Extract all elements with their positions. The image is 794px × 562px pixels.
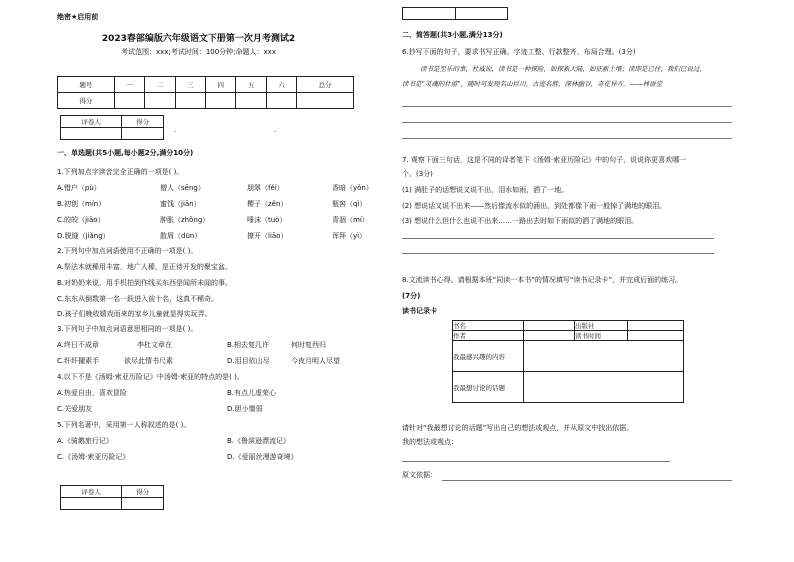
q6-text-line: 读书是至乐的事，杜威说，读书是一种探险，如探新大陆，如征新土壤；读即是已往，我们已说过， — [420, 65, 706, 73]
grader-box — [60, 115, 164, 140]
q8-stem-cont: (7分) — [402, 292, 421, 300]
score-header-cell: 二 — [145, 77, 175, 93]
answer-line[interactable] — [442, 480, 732, 481]
q3-option[interactable]: A.终日不成章 — [57, 341, 99, 349]
q1-option[interactable]: C.皎皎（jiǎo） — [57, 216, 105, 224]
exam-info: 考试范围：xxx;考试时间：100分钟;命题人：xxx — [121, 48, 276, 56]
dot-mark: . — [174, 126, 177, 134]
grader-cell[interactable] — [61, 128, 122, 140]
answer-line[interactable] — [402, 138, 732, 139]
q1-option: 僧人（sēng） — [160, 184, 205, 192]
q7-stem: 7. 观察下面三句话，这是不同的译者笔下《汤姆·索亚历险记》中的句子，说说你更喜欢哪一 — [402, 156, 687, 164]
q2-option[interactable]: B.对奶奶来说，用手机拍到作线买东西是闻所未闻的事。 — [57, 279, 233, 287]
score-cell[interactable] — [175, 93, 205, 109]
answer-line[interactable] — [402, 122, 732, 123]
card-label-publisher: 出版社 — [575, 321, 628, 331]
reading-card-title: 读书记录卡 — [402, 307, 437, 315]
q3-option: 今夜月明人尽望 — [291, 357, 340, 365]
grader-score-label: 得分 — [122, 116, 164, 128]
card-input-discuss[interactable] — [524, 372, 684, 403]
answer-line[interactable] — [402, 253, 714, 254]
q3-option: 李杜文章在 — [137, 341, 172, 349]
top-grader-box — [402, 7, 508, 20]
answer-line[interactable] — [402, 106, 732, 107]
grader-cell[interactable] — [403, 8, 456, 20]
q7-item: (3) 想说什么但什么也说不出来……一路出去时如下雨似的洒了满地的眼泪。 — [402, 217, 639, 225]
q1-stem: 1.下列加点字读音完全正确的一项是( )。 — [57, 168, 184, 176]
q4-option[interactable]: D.胆小懦弱 — [227, 405, 263, 413]
score-header-cell: 一 — [114, 77, 144, 93]
q1-option: 樱子（zěn） — [247, 200, 288, 208]
q1-option: 撩开（liāo） — [247, 232, 288, 240]
q5-option[interactable]: A.《骑鹅旅行记》 — [57, 437, 113, 445]
section1-title: 一、单选题(共5小题,每小题2分,满分10分) — [57, 149, 194, 157]
grader-cell[interactable] — [122, 498, 164, 510]
score-row-label: 得分 — [58, 93, 115, 109]
score-cell[interactable] — [205, 93, 235, 109]
q1-option: 散屑（dūn） — [160, 232, 202, 240]
score-header-cell: 四 — [205, 77, 235, 93]
q4-option[interactable]: C.关爱朋友 — [57, 405, 93, 413]
score-cell[interactable] — [297, 93, 354, 109]
q5-option[interactable]: D.《爱丽丝漫游奇境》 — [227, 453, 298, 461]
confidential-label: 绝密★启用前 — [57, 13, 99, 21]
card-label-time: 读书时间 — [575, 331, 628, 341]
score-header-cell: 三 — [175, 77, 205, 93]
card-label-author: 作者 — [453, 331, 524, 341]
q1-option[interactable]: B.初创（mín） — [57, 200, 106, 208]
card-input-time[interactable] — [628, 331, 684, 341]
q7-stem-cont: 个。(3分) — [402, 170, 433, 178]
q5-stem: 5.下列名著中，采用第一人称叙述的是( )。 — [57, 421, 191, 429]
score-header-cell: 五 — [236, 77, 266, 93]
score-table — [57, 76, 354, 109]
grader-reviewer-label: 评卷人 — [61, 486, 122, 498]
card-label-interest: 我最感兴趣的内容 — [453, 341, 524, 372]
grader-cell[interactable] — [61, 498, 122, 510]
q4-stem: 4.以下不是《汤姆·索亚历险记》中汤姆·索亚的特点的是( )。 — [57, 373, 244, 381]
card-input-interest[interactable] — [524, 341, 684, 372]
answer-line[interactable] — [402, 238, 714, 239]
score-header-cell: 总分 — [297, 77, 354, 93]
q7-item: (1) 满肚子的话想说又说不出，泪水如雨，洒了一地。 — [402, 186, 569, 194]
q6-text-line: 读书是“灵魂的壮游”，随时可发现名山巨川，古迹名胜，深林幽谷，奇花异卉。——林语堂 — [402, 80, 663, 88]
q4-option[interactable]: A.热爱自由，喜欢冒险 — [57, 389, 127, 397]
card-input-publisher[interactable] — [628, 321, 684, 331]
q1-option: 朋翠（fěi） — [247, 184, 284, 192]
q2-option[interactable]: A.祭法木就稀用丰富，地广人稀，是正待开发的聚宝盆。 — [57, 263, 232, 271]
q3-option[interactable]: D.泪目依山尽 — [227, 357, 270, 365]
q8-instruction: 请针对“我最想讨论的话题”写出自己的想法或观点，并从原文中找出依据。 — [402, 424, 634, 432]
grader-score-label: 得分 — [122, 486, 164, 498]
q4-option[interactable]: B.有点儿虚荣心 — [227, 389, 277, 397]
answer-line[interactable] — [402, 461, 670, 462]
q3-option: 何时复西归 — [291, 341, 326, 349]
q7-item: (2) 想说话又说不出来——然后像流水似的涌出，到处都像下雨一般掉了满地的眼泪。 — [402, 202, 667, 210]
grader-cell[interactable] — [455, 8, 508, 20]
q2-option[interactable]: C.东东从倒数第一名一跃进入前十名，这真不稀奇。 — [57, 295, 219, 303]
q1-option[interactable]: A.错户（pù） — [57, 184, 101, 192]
q3-stem: 3.下列句子中加点词语意思相同的一项是( )。 — [57, 325, 198, 333]
grader-reviewer-label: 评卷人 — [61, 116, 122, 128]
reading-card — [452, 320, 684, 403]
q1-option: 香暗（yǒn） — [332, 184, 373, 192]
score-header-cell: 题号 — [58, 77, 115, 93]
score-cell[interactable] — [236, 93, 266, 109]
score-cell[interactable] — [145, 93, 175, 109]
q1-option: 蜜饯（jiān） — [160, 200, 201, 208]
q2-stem: 2.下列句中加点词语使用不正确的一项是( )。 — [57, 247, 198, 255]
card-input-author[interactable] — [524, 331, 575, 341]
q3-option: 欲尽此情书尺素 — [124, 357, 173, 365]
grader-cell[interactable] — [122, 128, 164, 140]
exam-title: 2023春部编版六年级语文下册第一次月考测试2 — [101, 34, 296, 44]
q1-option: 肿胀（zhǒng） — [160, 216, 210, 224]
score-cell[interactable] — [114, 93, 144, 109]
q8-opinion-label: 我的想法或观点： — [402, 438, 458, 446]
q1-option: 瓶窖（qì） — [332, 200, 367, 208]
score-header-cell: 六 — [266, 77, 296, 93]
q3-option[interactable]: C.纤纤擢素手 — [57, 357, 100, 365]
score-cell[interactable] — [266, 93, 296, 109]
q6-stem: 6.抄写下面的句子，要求书写正确、字迹工整、行款整齐、布局合理。(3分) — [402, 48, 636, 56]
section2-title: 二、简答题(共3小题,满分13分) — [402, 31, 503, 39]
card-label-discuss: 我最想讨论的话题 — [453, 372, 524, 403]
q8-basis-label: 原文依据： — [402, 471, 437, 479]
q1-option: 青涸（mí） — [332, 216, 369, 224]
card-input-name[interactable] — [524, 321, 575, 331]
q2-option[interactable]: D.孩子们晚收嬉戏而来的家乡儿童就显得实玩弄。 — [57, 310, 212, 318]
bottom-grader-box — [60, 485, 164, 510]
q5-option[interactable]: C.《汤姆·索亚历险记》 — [57, 453, 130, 461]
dot-mark: . — [274, 126, 277, 134]
q5-option[interactable]: B.《鲁滨逊漂流记》 — [227, 437, 291, 445]
q1-option: 诨拜（yì） — [332, 232, 367, 240]
q3-option[interactable]: B.相去复几许 — [227, 341, 270, 349]
q8-stem: 8.文流读书心得。请根据本班“同读一本书”的情况填写“读书记录卡”，并完成后面的练习。 — [402, 276, 683, 284]
q1-option: 唾沫（tuò） — [247, 216, 287, 224]
card-label-name: 书名 — [453, 321, 524, 331]
q1-option[interactable]: D.脱缝（jiǎng） — [57, 232, 110, 240]
